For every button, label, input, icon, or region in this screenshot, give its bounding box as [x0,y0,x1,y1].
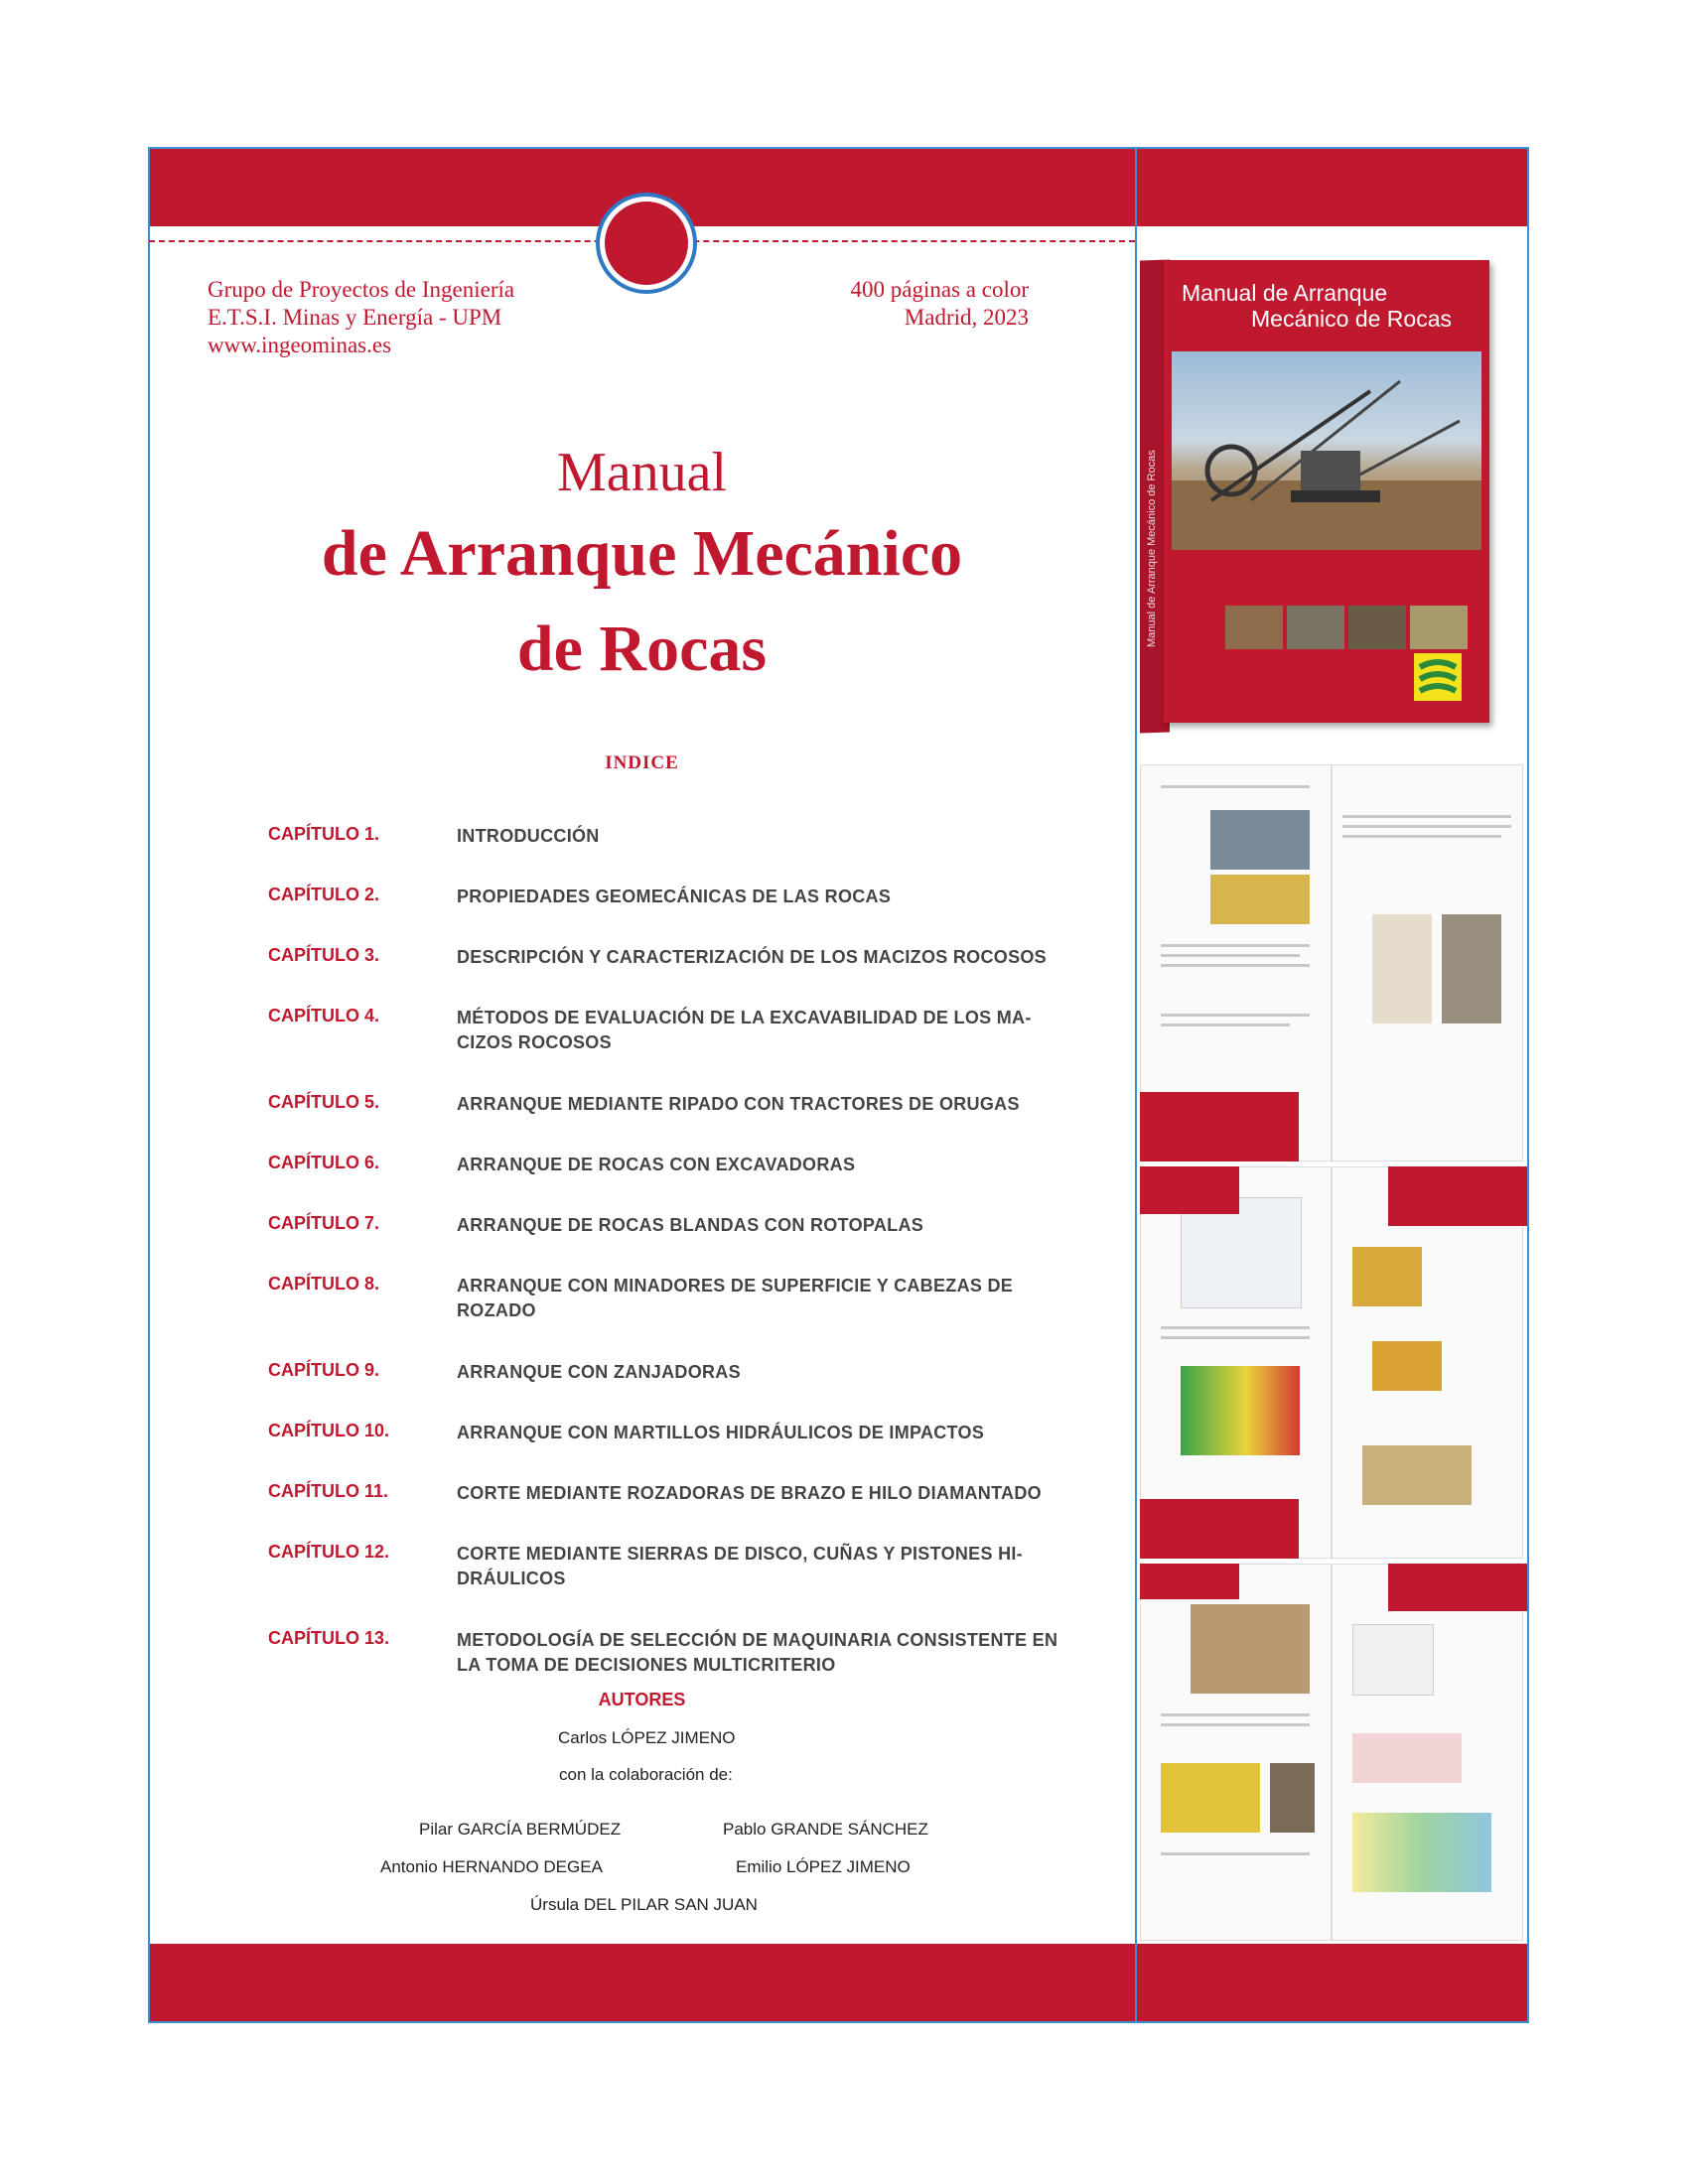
thumbnail-image [1225,606,1283,649]
chapter-number: CAPÍTULO 1. [268,824,380,844]
page-diagram [1352,1624,1434,1696]
page-photo [1352,1247,1422,1306]
cover-title-line: Mecánico de Rocas [1251,306,1452,332]
sample-page [1332,1564,1523,1941]
publisher-logo-icon [1414,653,1462,701]
chapter-title: MÉTODOS DE EVALUACIÓN DE LA EXCAVABILIDAD DE LOS MA-CIZOS ROCOSOS [457,1008,1032,1052]
chapter-number: CAPÍTULO 10. [268,1421,390,1440]
title-line-1: Manual [556,442,728,503]
chapter-number: CAPÍTULO 5. [268,1092,380,1112]
collaborator-name: Úrsula DEL PILAR SAN JUAN [530,1895,758,1914]
publisher-info [208,276,514,359]
page-photo [1442,914,1501,1024]
bottom-red-bar [150,1944,1135,2021]
chapter-title: METODOLOGÍA DE SELECCIÓN DE MAQUINARIA CONSISTENTE EN LA TOMA DE DECISIONES MULTICRITERIO [457,1630,1058,1675]
sample-page-spread [1140,1564,1527,1941]
authors-heading: AUTORES [598,1690,686,1709]
chapter-title: ARRANQUE DE ROCAS BLANDAS CON ROTOPALAS [457,1215,924,1235]
bottom-right-red-bar [1137,1944,1527,2021]
publisher-line: Grupo de Proyectos de Ingeniería [208,277,515,302]
red-accent-block [1140,1499,1299,1559]
cover-title-line: Manual de Arranque [1182,280,1388,306]
chapter-number: CAPÍTULO 13. [268,1628,390,1648]
bucket-wheel-excavator-photo [1172,351,1481,550]
chapter-number: CAPÍTULO 8. [268,1274,380,1294]
page-photo [1191,1604,1310,1694]
page-photo [1362,1445,1472,1505]
collaborator-name: Antonio HERNANDO DEGEA [380,1857,603,1876]
chapter-title: ARRANQUE CON ZANJADORAS [457,1362,741,1382]
collaborator-name: Pablo GRANDE SÁNCHEZ [723,1820,928,1839]
thumbnail-image [1348,606,1406,649]
sample-page-spread [1140,1166,1527,1559]
chapter-title: ARRANQUE DE ROCAS CON EXCAVADORAS [457,1155,856,1174]
page-diagram [1161,1763,1260,1833]
page-diagram [1210,875,1310,924]
title-line-2: de Arranque Mecánico [321,517,963,590]
edition-info [755,276,1029,332]
page-chart [1352,1813,1491,1892]
book-cover [1140,260,1497,733]
chapter-title: ARRANQUE CON MINADORES DE SUPERFICIE Y CABEZAS DE ROZADO [457,1276,1014,1320]
page-photo [1270,1763,1315,1833]
thumbnail-image [1410,606,1468,649]
publisher-line: E.T.S.I. Minas y Energía - UPM [208,305,502,330]
chapter-title: ARRANQUE MEDIANTE RIPADO CON TRACTORES DE ORUGAS [457,1094,1020,1114]
sample-page [1332,764,1523,1161]
red-accent-block [1140,1564,1239,1599]
cover-front [1164,260,1489,723]
title-line-3: de Rocas [516,613,768,685]
page-table [1181,1366,1300,1455]
chapter-number: CAPÍTULO 4. [268,1006,380,1025]
collaboration-label: con la colaboración de: [559,1765,733,1784]
page-diagram [1372,914,1432,1024]
publication-place-date: Madrid, 2023 [904,305,1029,330]
red-accent-block [1140,1166,1239,1214]
chapter-number: CAPÍTULO 2. [268,885,380,904]
page-count: 400 páginas a color [850,277,1029,302]
sample-page-spread [1140,764,1527,1161]
page-table [1352,1733,1462,1783]
chapter-number: CAPÍTULO 6. [268,1153,380,1172]
red-accent-block [1388,1564,1527,1611]
chapter-title: DESCRIPCIÓN Y CARACTERIZACIÓN DE LOS MACIZOS ROCOSOS [457,947,1047,967]
spine-title: Manual de Arranque Mecánico de Rocas [1146,450,1158,647]
chapter-title: INTRODUCCIÓN [457,826,600,846]
sample-page [1140,1564,1332,1941]
collaborator-name: Pilar GARCÍA BERMÚDEZ [419,1820,622,1839]
cover-title [1182,280,1452,332]
chapter-number: CAPÍTULO 11. [268,1481,389,1501]
main-author: Carlos LÓPEZ JIMENO [558,1728,736,1747]
publisher-website: www.ingeominas.es [208,333,392,357]
top-right-red-bar [1137,149,1527,226]
chapter-title: PROPIEDADES GEOMECÁNICAS DE LAS ROCAS [457,887,892,906]
collaborator-name: Emilio LÓPEZ JIMENO [736,1857,911,1876]
red-circle-emblem [600,197,693,290]
cover-thumbnails [1225,606,1474,649]
chapter-number: CAPÍTULO 7. [268,1213,380,1233]
red-accent-block [1140,1092,1299,1161]
page-photo [1210,810,1310,870]
page-photo [1372,1341,1442,1391]
red-accent-block [1388,1166,1527,1226]
index-heading: INDICE [605,752,679,773]
chapter-number: CAPÍTULO 12. [268,1542,390,1562]
chapter-number: CAPÍTULO 3. [268,945,380,965]
chapter-title: CORTE MEDIANTE SIERRAS DE DISCO, CUÑAS Y PISTONES HI-DRÁULICOS [457,1544,1023,1588]
chapter-title: ARRANQUE CON MARTILLOS HIDRÁULICOS DE IMPACTOS [457,1423,985,1442]
chapter-title: CORTE MEDIANTE ROZADORAS DE BRAZO E HILO DIAMANTADO [457,1483,1042,1503]
thumbnail-image [1287,606,1344,649]
column-divider [1135,147,1137,2023]
chapter-number: CAPÍTULO 9. [268,1360,380,1380]
